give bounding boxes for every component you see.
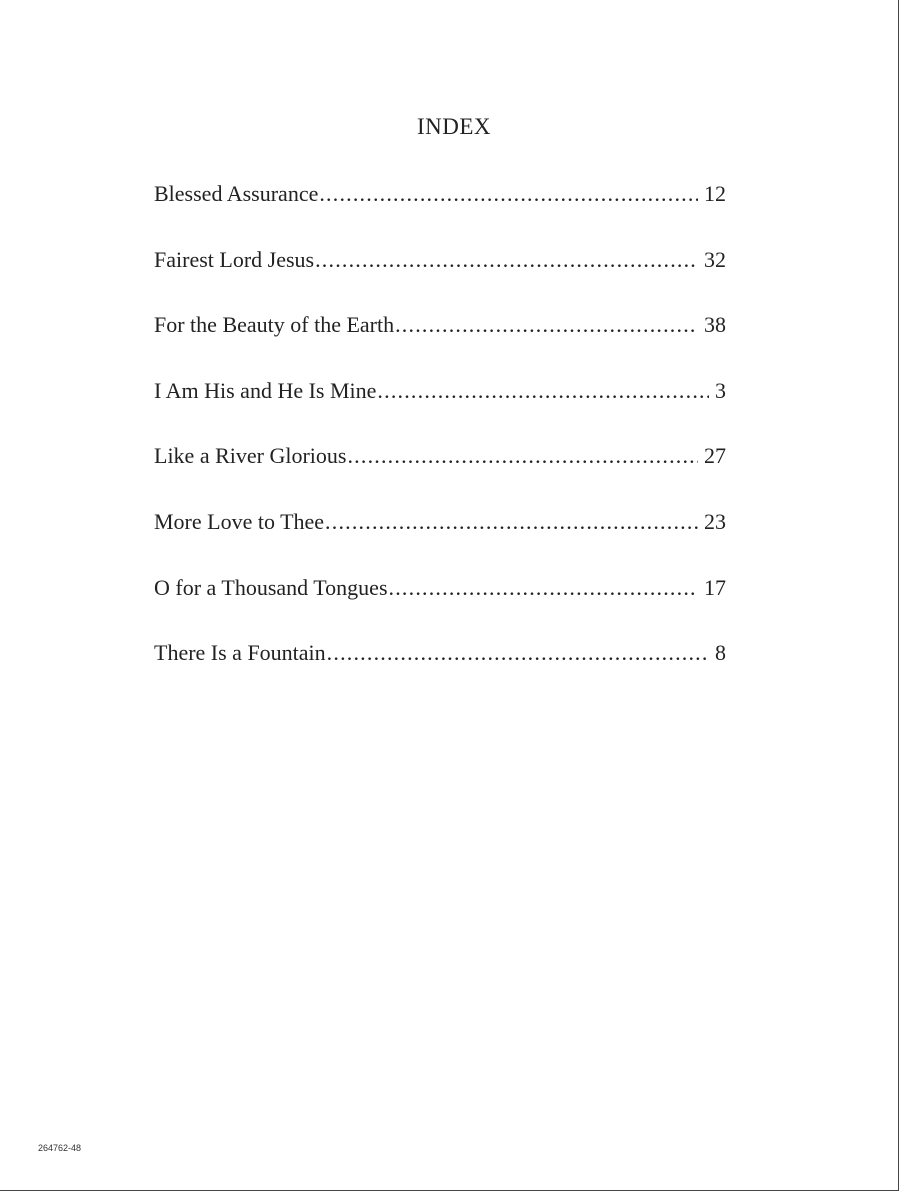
index-entry [154, 504, 726, 570]
index-entry [154, 570, 726, 636]
entry-title: There Is a Fountain [154, 640, 326, 666]
entry-page-number: 3 [715, 377, 726, 403]
dot-leader [325, 504, 698, 540]
dot-leader [319, 176, 698, 212]
entry-page-number: 32 [704, 246, 726, 272]
dot-leader [395, 307, 698, 343]
dot-leader [327, 635, 709, 671]
entry-page-number: 38 [704, 312, 726, 338]
dot-leader [315, 242, 698, 278]
dot-leader [347, 438, 698, 474]
index-entry [154, 307, 726, 373]
index-entry [154, 242, 726, 308]
entry-page-number: 12 [704, 181, 726, 206]
entry-page-number: 27 [704, 443, 726, 469]
entry-title: More Love to Thee [154, 508, 325, 534]
index-entry [154, 438, 726, 504]
entry-title: O for a Thousand Tongues [154, 574, 388, 600]
entry-page-number: 17 [704, 574, 726, 600]
entry-title: Fairest Lord Jesus [154, 246, 315, 272]
entry-title: I Am His and He Is Mine [154, 377, 377, 403]
dot-leader [377, 373, 709, 409]
index-entry [154, 176, 726, 242]
index-entry [154, 373, 726, 439]
dot-leader [389, 570, 698, 606]
page-title: INDEX [416, 114, 492, 139]
catalog-number: 264762-48 [38, 1143, 82, 1153]
entry-title: Like a River Glorious [154, 443, 347, 469]
entry-title: For the Beauty of the Earth [154, 312, 395, 338]
entry-page-number: 23 [704, 508, 726, 534]
index-entry [154, 635, 726, 701]
entry-page-number: 8 [715, 640, 726, 666]
index-list [154, 176, 726, 701]
entry-title: Blessed Assurance [154, 181, 319, 206]
